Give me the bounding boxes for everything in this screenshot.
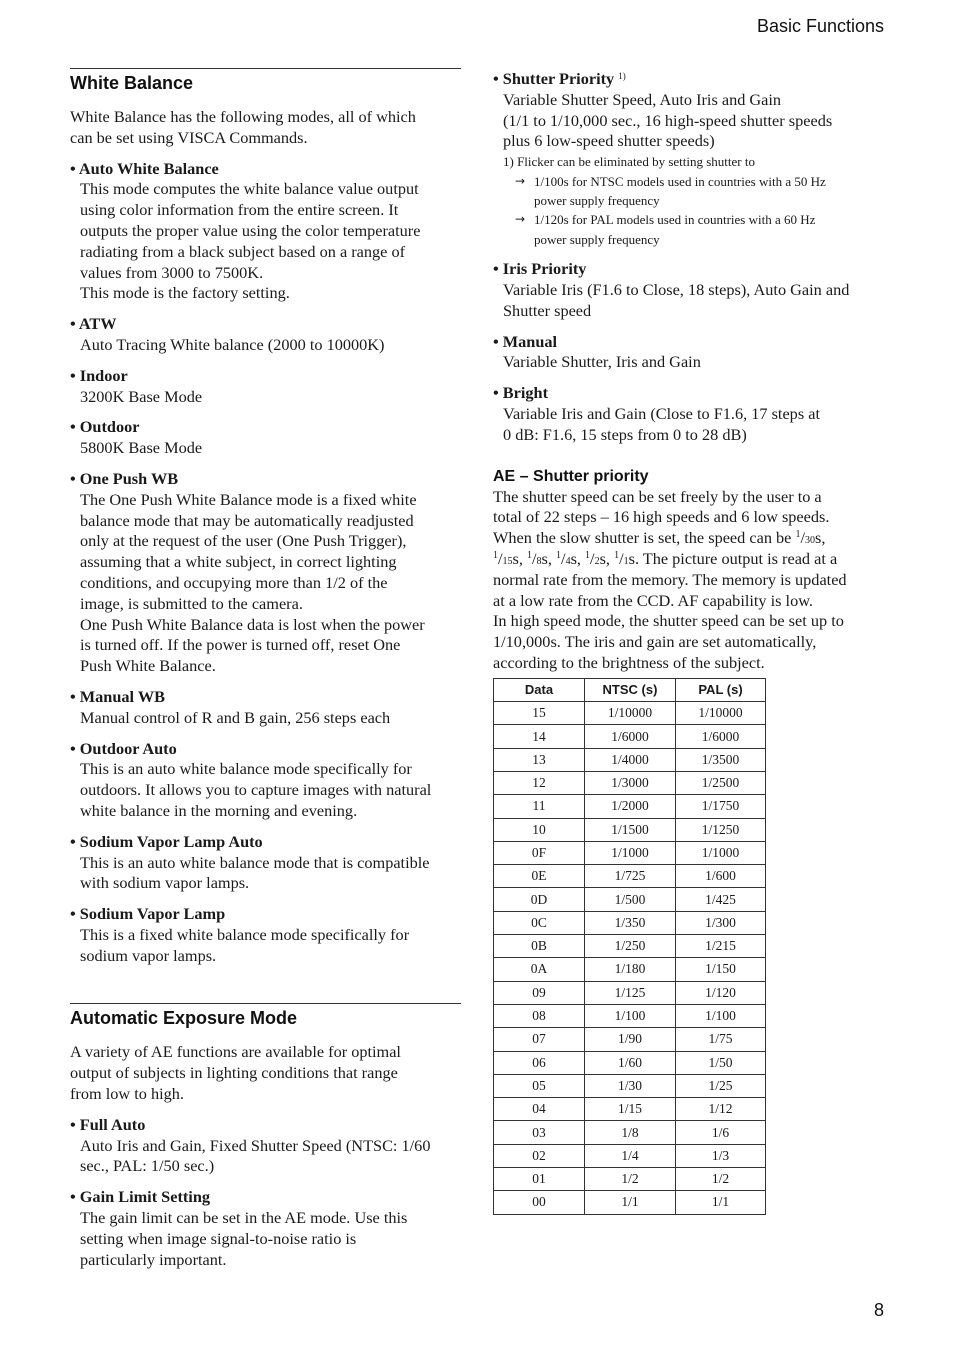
cell-pal: 1/3 xyxy=(676,1144,766,1167)
cell-pal: 1/25 xyxy=(676,1074,766,1097)
cell-data: 00 xyxy=(494,1191,585,1214)
automatic-exposure-section xyxy=(70,1003,461,1270)
white-balance-intro xyxy=(70,107,461,149)
automatic-exposure-intro xyxy=(70,1042,461,1104)
cell-ntsc: 1/30 xyxy=(585,1074,676,1097)
cell-data: 09 xyxy=(494,981,585,1004)
item-body xyxy=(70,853,461,895)
footnote-lead: 1) Flicker can be eliminated by setting shutter to xyxy=(503,154,755,170)
column-header-ntsc: NTSC (s) xyxy=(585,678,676,701)
item-title: • ATW xyxy=(70,314,117,334)
item-line: outputs the proper value using the color temperature xyxy=(80,220,421,240)
list-item xyxy=(70,904,461,966)
cell-ntsc: 1/6000 xyxy=(585,725,676,748)
body-line: normal rate from the memory. The memory is updated xyxy=(493,569,847,589)
body-line: In high speed mode, the shutter speed can be set up to xyxy=(493,611,844,631)
table-row xyxy=(494,865,766,888)
table-row xyxy=(494,702,766,725)
table-row xyxy=(494,911,766,934)
cell-ntsc: 1/180 xyxy=(585,958,676,981)
cell-ntsc: 1/60 xyxy=(585,1051,676,1074)
item-line: 5800K Base Mode xyxy=(80,438,203,458)
cell-data: 02 xyxy=(494,1144,585,1167)
white-balance-heading: White Balance xyxy=(70,73,194,93)
column-header-pal: PAL (s) xyxy=(676,678,766,701)
left-column xyxy=(70,68,461,1270)
item-line: Push White Balance. xyxy=(80,656,216,676)
item-line: Auto Tracing White balance (2000 to 10000K) xyxy=(80,334,385,354)
cell-pal: 1/12 xyxy=(676,1098,766,1121)
footnote-ntsc xyxy=(503,172,884,211)
cell-data: 0E xyxy=(494,865,585,888)
item-line: assuming that a white subject, in correct lighting xyxy=(80,552,397,572)
table-row xyxy=(494,1051,766,1074)
table-body xyxy=(494,702,766,1215)
item-line: The One Push White Balance mode is a fixed white xyxy=(80,489,417,509)
cell-data: 05 xyxy=(494,1074,585,1097)
item-body xyxy=(70,335,461,356)
item-title: • Bright xyxy=(493,383,548,403)
list-item xyxy=(70,832,461,894)
table-row xyxy=(494,1004,766,1027)
item-line: sodium vapor lamps. xyxy=(80,945,217,965)
table-row xyxy=(494,748,766,771)
cell-pal: 1/100 xyxy=(676,1004,766,1027)
ae-shutter-priority-section xyxy=(493,467,884,1215)
cell-ntsc: 1/3000 xyxy=(585,771,676,794)
item-title: • Iris Priority xyxy=(493,259,587,279)
cell-pal: 1/10000 xyxy=(676,702,766,725)
cell-data: 10 xyxy=(494,818,585,841)
item-line: Auto Iris and Gain, Fixed Shutter Speed (NTSC: 1/60 xyxy=(80,1135,431,1155)
shutter-priority-item xyxy=(493,66,884,249)
item-line: Manual control of R and B gain, 256 steps each xyxy=(80,707,391,727)
table-row xyxy=(494,958,766,981)
table-row xyxy=(494,795,766,818)
cell-pal: 1/1000 xyxy=(676,841,766,864)
cell-pal: 1/2 xyxy=(676,1168,766,1191)
item-title: • Gain Limit Setting xyxy=(70,1187,211,1207)
cell-ntsc: 1/1000 xyxy=(585,841,676,864)
cell-ntsc: 1/4 xyxy=(585,1144,676,1167)
list-item xyxy=(70,366,461,408)
cell-ntsc: 1/15 xyxy=(585,1098,676,1121)
body-line: according to the brightness of the subject. xyxy=(493,652,765,672)
item-line: Variable Shutter, Iris and Gain xyxy=(503,352,701,372)
body-text: When the slow shutter is set, the speed can be xyxy=(493,528,796,548)
footnote-line: power supply frequency xyxy=(534,231,660,247)
cell-data: 0D xyxy=(494,888,585,911)
right-column xyxy=(493,66,884,1215)
footnote-line: 1/120s for PAL models used in countries with a 60 Hz xyxy=(534,212,816,228)
item-line: 3200K Base Mode xyxy=(80,386,203,406)
section-divider xyxy=(70,68,461,69)
item-title: • One Push WB xyxy=(70,468,179,488)
item-line: is turned off. If the power is turned off, reset One xyxy=(80,635,401,655)
item-title xyxy=(493,66,884,90)
item-line: with sodium vapor lamps. xyxy=(80,873,250,893)
shutter-priority-title: • Shutter Priority xyxy=(493,69,615,88)
table-row xyxy=(494,1191,766,1214)
item-line: Variable Iris (F1.6 to Close, 18 steps), Auto Gain and xyxy=(503,280,850,300)
item-line: image, is submitted to the camera. xyxy=(80,593,303,613)
footnote xyxy=(493,152,884,249)
body-text: . The picture output is read at a xyxy=(634,548,838,568)
cell-data: 11 xyxy=(494,795,585,818)
ae-shutter-priority-heading: AE – Shutter priority xyxy=(493,467,649,485)
list-item xyxy=(70,687,461,729)
cell-data: 0B xyxy=(494,935,585,958)
intro-line: White Balance has the following modes, all of which xyxy=(70,107,416,126)
list-item xyxy=(70,469,461,677)
list-item xyxy=(493,383,884,445)
cell-ntsc: 1/10000 xyxy=(585,702,676,725)
list-item xyxy=(70,1187,461,1270)
item-title: • Manual WB xyxy=(70,686,165,706)
item-body xyxy=(70,708,461,729)
list-item xyxy=(70,159,461,305)
fraction: $^1$/8s xyxy=(527,548,548,568)
cell-data: 0C xyxy=(494,911,585,934)
intro-line: from low to high. xyxy=(70,1084,184,1104)
cell-data: 0F xyxy=(494,841,585,864)
table-row xyxy=(494,935,766,958)
item-line: This is a fixed white balance mode specifically for xyxy=(80,924,410,944)
item-line: conditions, and occupying more than 1/2 of the xyxy=(80,572,388,592)
item-line: This is an auto white balance mode that is compatible xyxy=(80,852,430,872)
automatic-exposure-heading: Automatic Exposure Mode xyxy=(70,1008,298,1029)
cell-pal: 1/75 xyxy=(676,1028,766,1051)
item-title: • Sodium Vapor Lamp xyxy=(70,904,226,924)
cell-data: 15 xyxy=(494,702,585,725)
table-row xyxy=(494,1144,766,1167)
item-title: • Outdoor xyxy=(70,417,140,437)
cell-data: 12 xyxy=(494,771,585,794)
cell-pal: 1/6000 xyxy=(676,725,766,748)
item-line: using color information from the entire screen. It xyxy=(80,200,399,220)
running-header: Basic Functions xyxy=(756,16,884,36)
cell-pal: 1/50 xyxy=(676,1051,766,1074)
item-line: sec., PAL: 1/50 sec.) xyxy=(80,1156,215,1176)
white-balance-section xyxy=(70,68,461,966)
body-line: $^1$/15s, $^1$/8s, $^1$/4s, $^1$/2s, $^1$/1s. The picture output is read at a xyxy=(493,548,838,568)
cell-ntsc: 1/125 xyxy=(585,981,676,1004)
body-line: When the slow shutter is set, the speed can be $^1$/30s, xyxy=(493,528,826,548)
item-line: This is an auto white balance mode specifically for xyxy=(80,759,412,779)
cell-data: 07 xyxy=(494,1028,585,1051)
cell-pal: 1/120 xyxy=(676,981,766,1004)
item-line: values from 3000 to 7500K. xyxy=(80,262,264,282)
item-line: One Push White Balance data is lost when the power xyxy=(80,614,425,634)
fraction: $^1$/1s xyxy=(614,548,635,568)
item-line: This mode computes the white balance value output xyxy=(80,179,419,199)
item-title: • Sodium Vapor Lamp Auto xyxy=(70,831,263,851)
white-balance-mode-list xyxy=(70,159,461,967)
table-row xyxy=(494,818,766,841)
item-title: • Indoor xyxy=(70,365,128,385)
list-item xyxy=(70,739,461,822)
item-title: • Manual xyxy=(493,331,558,351)
item-line: (1/1 to 1/10,000 sec., 16 high-speed shutter speeds xyxy=(503,110,833,130)
page-number: 8 xyxy=(873,1300,884,1320)
item-body xyxy=(70,925,461,967)
fraction: $^1$/4s xyxy=(556,548,577,568)
cell-data: 04 xyxy=(494,1098,585,1121)
table-row xyxy=(494,725,766,748)
cell-ntsc: 1/350 xyxy=(585,911,676,934)
item-body xyxy=(493,90,884,152)
item-line: setting when image signal-to-noise ratio is xyxy=(80,1228,357,1248)
item-body xyxy=(70,438,461,459)
list-item xyxy=(493,332,884,374)
table-row xyxy=(494,1121,766,1144)
footnote-line: 1/100s for NTSC models used in countries with a 50 Hz xyxy=(534,173,826,189)
cell-pal: 1/1750 xyxy=(676,795,766,818)
body-line: at a low rate from the CCD. AF capability is low. xyxy=(493,590,813,610)
section-divider xyxy=(70,1003,461,1004)
table-row xyxy=(494,1098,766,1121)
table-row xyxy=(494,1028,766,1051)
arrow-icon: → xyxy=(515,173,526,188)
cell-pal: 1/1 xyxy=(676,1191,766,1214)
cell-ntsc: 1/725 xyxy=(585,865,676,888)
item-line: This mode is the factory setting. xyxy=(80,283,290,303)
table-header-row xyxy=(494,678,766,701)
cell-ntsc: 1/2 xyxy=(585,1168,676,1191)
cell-data: 03 xyxy=(494,1121,585,1144)
item-line: white balance in the morning and evening. xyxy=(80,800,358,820)
item-body xyxy=(70,759,461,821)
arrow-icon: → xyxy=(515,212,526,227)
body-line: total of 22 steps – 16 high speeds and 6 low speeds. xyxy=(493,507,830,527)
table-row xyxy=(494,888,766,911)
item-body xyxy=(70,387,461,408)
fraction: $^1$/30s xyxy=(795,528,822,548)
item-line: Variable Shutter Speed, Auto Iris and Gain xyxy=(503,89,782,109)
body-line: 1/10,000s. The iris and gain are set automatically, xyxy=(493,632,817,652)
cell-data: 13 xyxy=(494,748,585,771)
cell-ntsc: 1/4000 xyxy=(585,748,676,771)
item-body xyxy=(70,490,461,677)
item-title: • Full Auto xyxy=(70,1114,146,1134)
cell-ntsc: 1/500 xyxy=(585,888,676,911)
intro-line: can be set using VISCA Commands. xyxy=(70,127,308,147)
cell-data: 01 xyxy=(494,1168,585,1191)
cell-ntsc: 1/1500 xyxy=(585,818,676,841)
item-body xyxy=(70,1208,461,1270)
item-line: balance mode that may be automatically readjusted xyxy=(80,510,414,530)
column-header-data: Data xyxy=(494,678,585,701)
exposure-mode-list-continued xyxy=(493,259,884,445)
item-line: Variable Iris and Gain (Close to F1.6, 17 steps at xyxy=(503,404,820,423)
cell-pal: 1/600 xyxy=(676,865,766,888)
cell-data: 14 xyxy=(494,725,585,748)
footnote-marker: 1) xyxy=(618,71,626,81)
cell-ntsc: 1/8 xyxy=(585,1121,676,1144)
footnote-pal xyxy=(503,210,884,249)
item-line: 0 dB: F1.6, 15 steps from 0 to 28 dB) xyxy=(503,424,747,444)
fraction: $^1$/2s xyxy=(585,548,606,568)
body-line: The shutter speed can be set freely by the user to a xyxy=(493,486,822,506)
cell-pal: 1/6 xyxy=(676,1121,766,1144)
cell-ntsc: 1/90 xyxy=(585,1028,676,1051)
list-item xyxy=(70,1115,461,1177)
cell-pal: 1/150 xyxy=(676,958,766,981)
cell-pal: 1/1250 xyxy=(676,818,766,841)
item-body xyxy=(493,404,884,446)
table-row xyxy=(494,1074,766,1097)
item-title: • Outdoor Auto xyxy=(70,738,177,758)
cell-ntsc: 1/1 xyxy=(585,1191,676,1214)
table-row xyxy=(494,981,766,1004)
cell-ntsc: 1/2000 xyxy=(585,795,676,818)
shutter-speed-table xyxy=(493,678,766,1215)
footnote-line: power supply frequency xyxy=(534,193,660,208)
cell-data: 0A xyxy=(494,958,585,981)
item-line: plus 6 low-speed shutter speeds) xyxy=(503,131,715,151)
list-item xyxy=(70,417,461,459)
cell-pal: 1/215 xyxy=(676,935,766,958)
cell-pal: 1/300 xyxy=(676,911,766,934)
item-line: only at the request of the user (One Push Trigger), xyxy=(80,531,407,551)
cell-pal: 1/2500 xyxy=(676,771,766,794)
intro-line: A variety of AE functions are available for optimal xyxy=(70,1042,401,1062)
cell-data: 06 xyxy=(494,1051,585,1074)
cell-pal: 1/425 xyxy=(676,888,766,911)
item-body xyxy=(70,179,461,304)
list-item xyxy=(493,259,884,321)
item-title: • Auto White Balance xyxy=(70,158,219,178)
exposure-mode-list xyxy=(70,1115,461,1271)
list-item xyxy=(70,314,461,356)
item-line: The gain limit can be set in the AE mode. Use this xyxy=(80,1208,408,1228)
item-body xyxy=(493,280,884,322)
item-line: outdoors. It allows you to capture images with natural xyxy=(80,780,432,800)
item-body xyxy=(70,1136,461,1178)
item-line: particularly important. xyxy=(80,1249,227,1269)
fraction: $^1$/15s xyxy=(493,548,519,568)
intro-line: output of subjects in lighting conditions that range xyxy=(70,1063,398,1083)
item-line: radiating from a black subject based on a range of xyxy=(80,241,406,261)
cell-ntsc: 1/250 xyxy=(585,935,676,958)
cell-data: 08 xyxy=(494,1004,585,1027)
item-line: Shutter speed xyxy=(503,300,592,320)
cell-pal: 1/3500 xyxy=(676,748,766,771)
item-body xyxy=(493,352,884,373)
table-row xyxy=(494,841,766,864)
table-row xyxy=(494,1168,766,1191)
table-row xyxy=(494,771,766,794)
cell-ntsc: 1/100 xyxy=(585,1004,676,1027)
